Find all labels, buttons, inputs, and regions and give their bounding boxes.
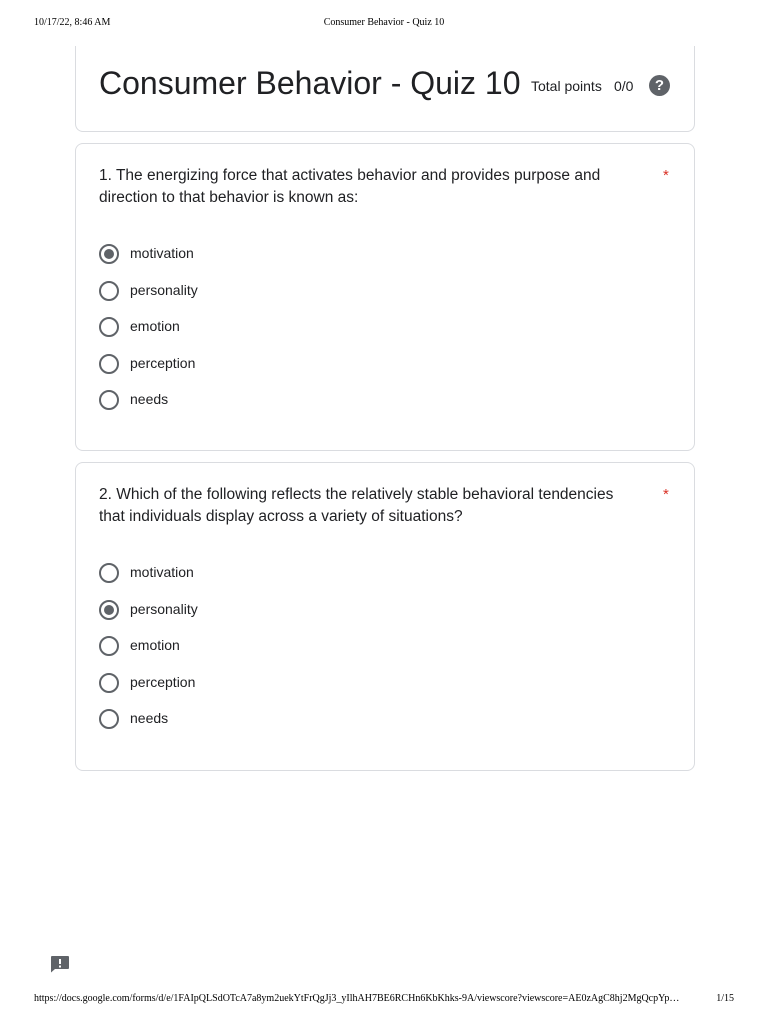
radio-button[interactable] [99, 673, 119, 693]
required-asterisk: * [663, 167, 669, 184]
option-label: emotion [130, 637, 180, 653]
option-motivation[interactable] [99, 242, 399, 279]
option-label: personality [130, 281, 198, 298]
options-list [99, 242, 399, 425]
radio-button-selected[interactable] [99, 244, 119, 264]
option-label: needs [130, 710, 169, 726]
question-text: 1. The energizing force that activates behavior and provides purpose and direction to that behavior is known as: [99, 167, 601, 206]
option-label: motivation [130, 564, 194, 580]
required-asterisk: * [663, 486, 669, 503]
option-label: personality [130, 600, 198, 617]
total-points-value: 0/0 [614, 78, 634, 94]
radio-button[interactable] [99, 354, 119, 374]
question-card-1 [75, 143, 695, 451]
option-perception[interactable] [99, 352, 399, 389]
form-title-card [75, 46, 695, 132]
radio-button[interactable] [99, 636, 119, 656]
help-circle-icon[interactable]: ? [649, 75, 670, 96]
option-label: motivation [130, 245, 194, 261]
option-needs[interactable] [99, 707, 399, 744]
radio-button[interactable] [99, 317, 119, 337]
option-label: emotion [130, 318, 180, 334]
radio-button[interactable] [99, 390, 119, 410]
question-text: 2. Which of the following reflects the relatively stable behavioral tendencies that individuals display across a variety of situations? [99, 486, 614, 525]
radio-button-selected[interactable] [99, 600, 119, 620]
page-number: 1/15 [716, 993, 734, 1004]
print-footer [34, 993, 734, 1007]
radio-button[interactable] [99, 709, 119, 729]
option-label: needs [130, 391, 169, 407]
total-points-label: Total points [531, 78, 602, 94]
option-motivation[interactable] [99, 561, 399, 598]
options-list [99, 561, 399, 744]
form-title: Consumer Behavior - Quiz 10 [99, 65, 521, 101]
option-perception[interactable] [99, 671, 399, 708]
feedback-icon[interactable] [49, 955, 70, 973]
question-card-2 [75, 462, 695, 771]
option-personality[interactable] [99, 279, 399, 316]
print-datetime: 10/17/22, 8:46 AM [34, 17, 111, 28]
print-doc-title: Consumer Behavior - Quiz 10 [323, 17, 445, 28]
option-personality[interactable] [99, 598, 399, 635]
option-emotion[interactable] [99, 315, 399, 352]
page-url: https://docs.google.com/forms/d/e/1FAIpQLSdOTcA7a8ym2uekYtFrQgJj3_yIlhAH7BE6RCHn6KbKhks-9A/viewscore?viewscore=AE0zAgC8hj2MgQcpYp… [34, 993, 680, 1004]
radio-button[interactable] [99, 281, 119, 301]
option-emotion[interactable] [99, 634, 399, 671]
option-needs[interactable] [99, 388, 399, 425]
radio-button[interactable] [99, 563, 119, 583]
print-header [34, 17, 734, 31]
option-label: perception [130, 673, 196, 690]
option-label: perception [130, 354, 196, 371]
